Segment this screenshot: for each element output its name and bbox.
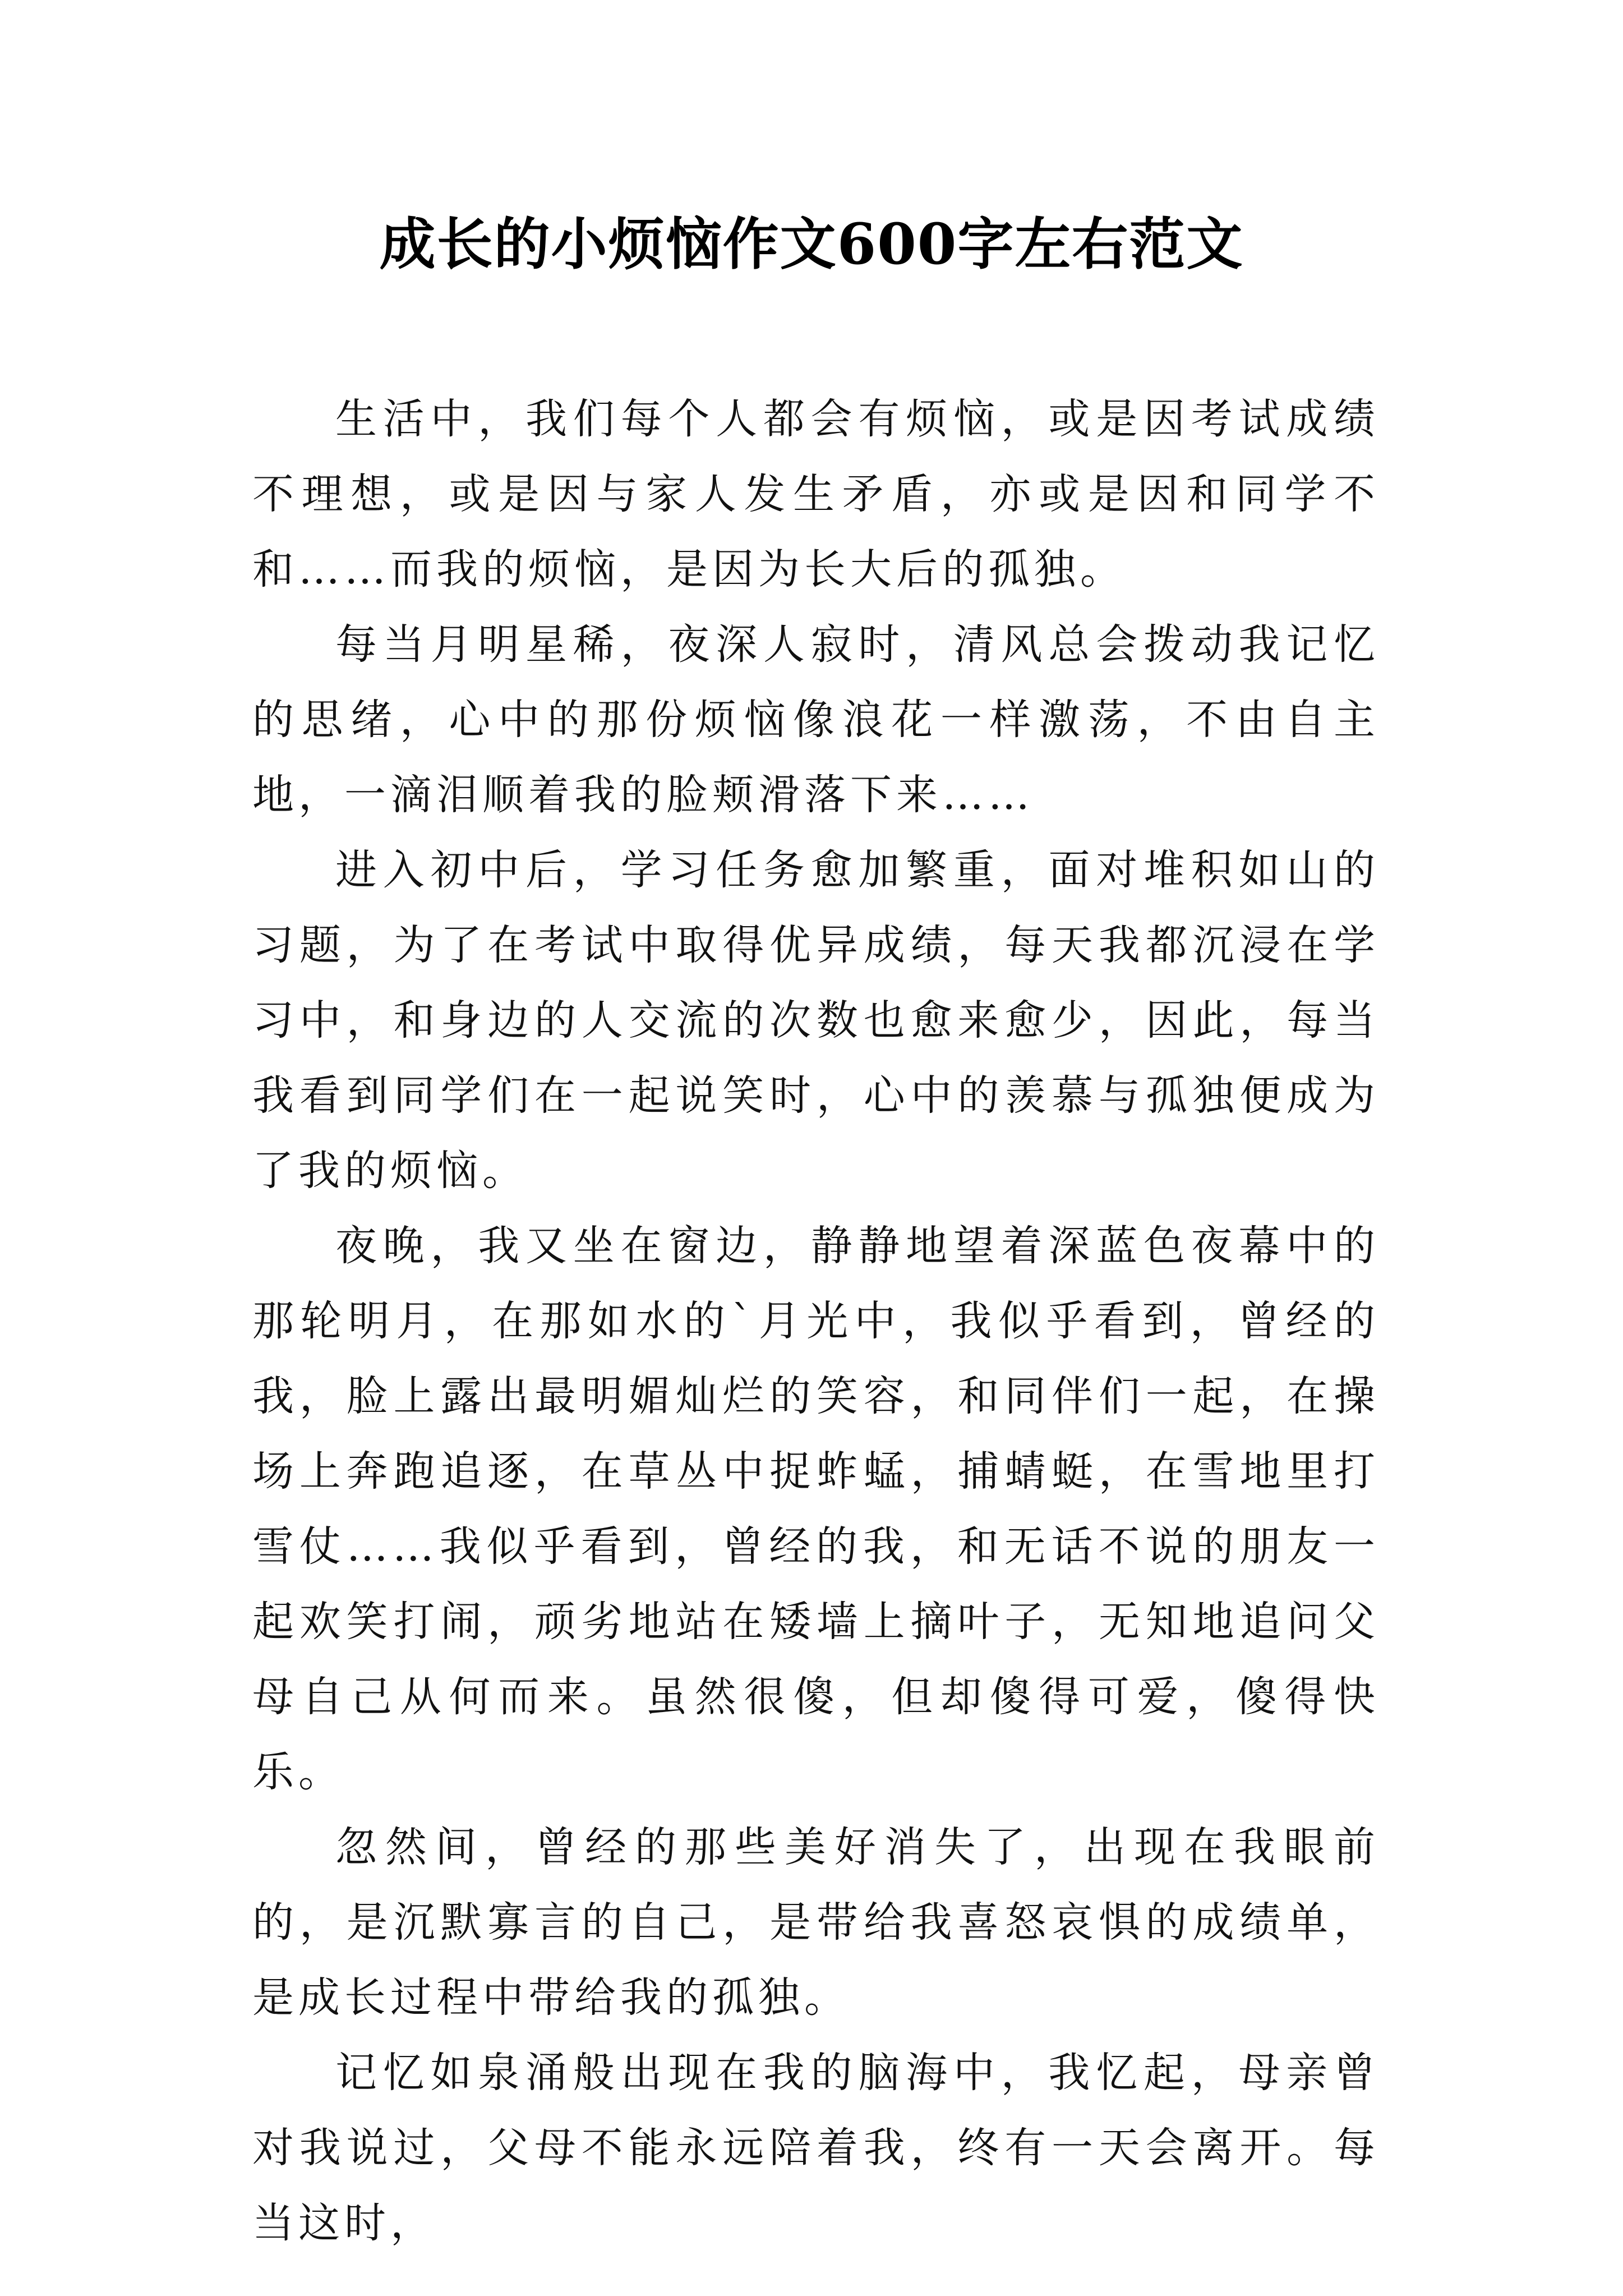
paragraph: 进入初中后，学习任务愈加繁重，面对堆积如山的习题，为了在考试中取得优异成绩，每天我都沉浸在学习中，和身边的人交流的次数也愈来愈少，因此，每当我看到同学们在一起说笑时，心中的羡慕与孤独便成为了我的烦恼。 — [252, 846, 1380, 1195]
paragraph: 夜晚，我又坐在窗边，静静地望着深蓝色夜幕中的那轮明月，在那如水的`月光中，我似乎看到，曾经的我，脸上露出最明媚灿烂的笑容，和同伴们一起，在操场上奔跑追逐，在草丛中捉蚱蜢，捕蜻蜓，在雪地里打雪仗……我似乎看到，曾经的我，和无话不说的朋友一起欢笑打闹，顽劣地站在矮墙上摘叶子，无知地追问父母自己从何而来。虽然很傻，但却傻得可爱，傻得快乐。 — [252, 1222, 1380, 1796]
paragraph: 每当月明星稀，夜深人寂时，清风总会拨动我记忆的思绪，心中的那份烦恼像浪花一样激荡，不由自主地，一滴泪顺着我的脸颊滑落下来…… — [252, 620, 1380, 819]
paragraph: 生活中，我们每个人都会有烦恼，或是因考试成绩不理想，或是因与家人发生矛盾，亦或是因和同学不和……而我的烦恼，是因为长大后的孤独。 — [252, 395, 1380, 593]
document-title: 成长的小烦恼作文600字左右范文 — [379, 211, 1244, 277]
document-body — [252, 381, 1380, 2261]
paragraph: 忽然间，曾经的那些美好消失了，出现在我眼前的，是沉默寡言的自己，是带给我喜怒哀惧的成绩单，是成长过程中带给我的孤独。 — [252, 1823, 1380, 2022]
paragraph: 记忆如泉涌般出现在我的脑海中，我忆起，母亲曾对我说过，父母不能永远陪着我，终有一天会离开。每当这时， — [252, 2049, 1380, 2247]
